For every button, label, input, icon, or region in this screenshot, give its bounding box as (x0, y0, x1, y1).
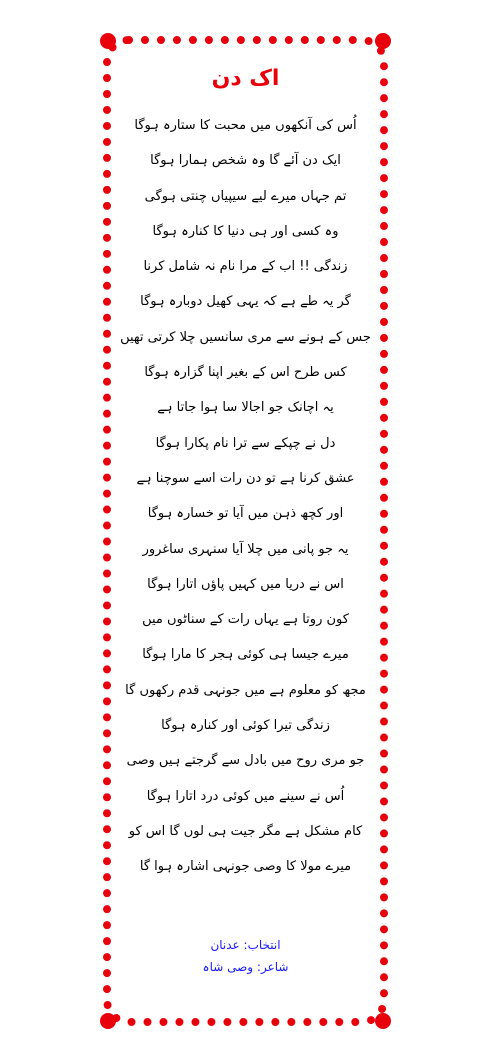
verse-line: جس کے ہونے سے مری سانسیں چلا کرتی تھیں (120, 329, 371, 345)
verse-line: یہ اچانک جو اجالا سا ہوا جاتا ہے (157, 400, 334, 416)
verse-line: یہ جو پانی میں چلا آیا سنہری ساغرور (142, 541, 349, 557)
verse-line: زندگی !! اب کے مرا نام نہ شامل کرنا (143, 259, 348, 275)
verse-line: ایک دن آئے گا وہ شخص ہمارا ہوگا (150, 153, 341, 169)
verse-line: کس طرح اس کے بغیر اپنا گزارہ ہوگا (144, 365, 347, 381)
verse-line: کون روتا ہے یہاں رات کے سناٹوں میں (142, 612, 349, 628)
verse-line: اس نے دریا میں کہیں پاؤں اتارا ہوگا (147, 576, 344, 592)
verse-line: تم جہاں میرے لیے سیپیاں چنتی ہوگی (144, 188, 347, 204)
verse-line: اور کچھ ذہن میں آیا تو خسارہ ہوگا (147, 506, 344, 522)
verse-line: کام مشکل ہے مگر جیت ہی لوں گا اس کو (128, 823, 363, 839)
poet-credit: شاعر: وصی شاہ (202, 960, 289, 974)
verse-line: دل نے چپکے سے ترا نام پکارا ہوگا (155, 435, 336, 451)
verse-line: جو مری روح میں بادل سے گرجتے ہیں وصی (126, 753, 365, 769)
verse-line: عشق کرنا ہے تو دن رات اسے سوچنا ہے (136, 470, 355, 486)
verse-line: میرے مولا کا وصی جونہی اشارہ ہوا گا (139, 859, 352, 875)
verse-line: زندگی تیرا کوئی اور کنارہ ہوگا (161, 718, 330, 734)
verse-line: مجھ کو معلوم ہے میں جونہی قدم رکھوں گا (125, 682, 366, 698)
verse-line: میرے جیسا ہی کوئی ہجر کا مارا ہوگا (142, 647, 349, 663)
verse-line: گر یہ طے ہے کہ یہی کھیل دوبارہ ہوگا (140, 294, 351, 310)
poem-title: اک دن (211, 66, 280, 91)
verse-line: اُس کی آنکھوں میں محبت کا ستارہ ہوگا (134, 118, 357, 133)
poem-card (111, 44, 380, 1018)
verse-line: اُس نے سینے میں کوئی درد اتارا ہوگا (146, 788, 345, 804)
selection-credit: انتخاب: عدنان (210, 938, 281, 952)
verse-list (111, 108, 380, 885)
verse-line: وہ کسی اور ہی دنیا کا کنارہ ہوگا (152, 223, 339, 239)
